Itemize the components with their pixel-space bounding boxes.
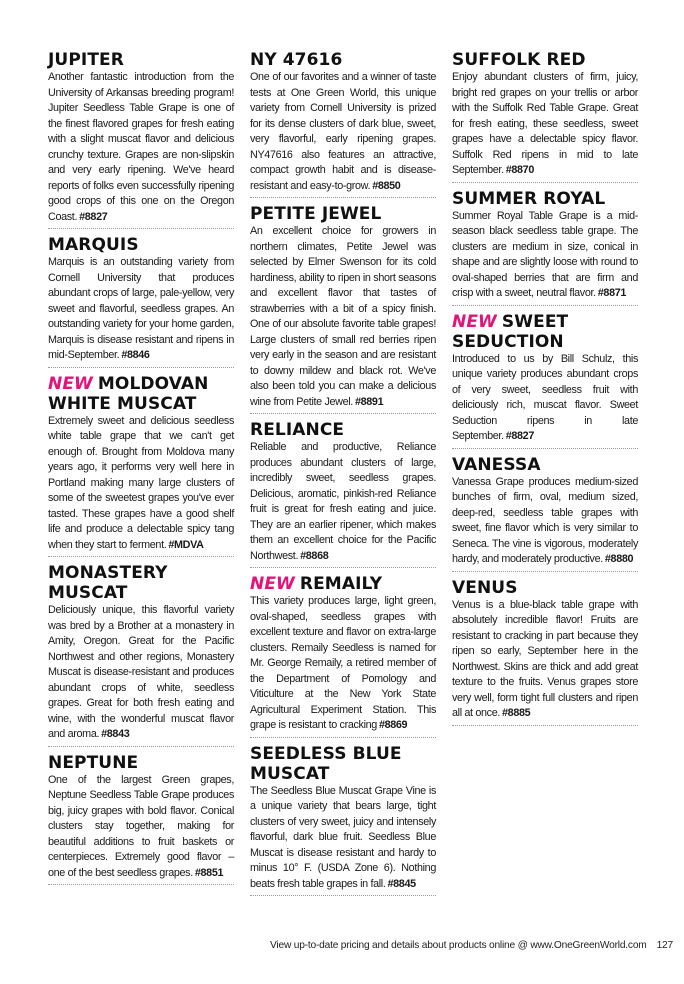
description-text: An excellent choice for growers in northern climates, Petite Jewel was selected by Elmer Swenson for its cold hardiness, ability to ripen in short seasons and excellent flavor that tastes of strawberries with a bit of a spicy finish. One of our absolute favorite table grapes! Large clusters of small red berries ripen very early in the season and are resistant to downy mildew and black rot. We've also been told you can make a delicious wine from Petite Jewel. xyxy=(250,225,436,408)
variety-entry xyxy=(452,455,638,572)
variety-description xyxy=(48,70,234,225)
variety-name: NY 47616 xyxy=(250,50,343,70)
variety-description xyxy=(48,603,234,743)
variety-description xyxy=(452,475,638,568)
variety-name: SEEDLESS BLUE MUSCAT xyxy=(250,743,402,784)
variety-name: VANESSA xyxy=(452,454,541,475)
column-1 xyxy=(48,50,234,891)
variety-entry xyxy=(250,574,436,738)
variety-description xyxy=(250,784,436,893)
variety-description xyxy=(48,773,234,882)
new-badge: NEW xyxy=(48,373,93,394)
variety-name: REMAILY xyxy=(299,574,383,594)
item-code: #8827 xyxy=(505,430,534,442)
description-text: Vanessa Grape produces medium-sized bunches of firm, oval, medium sized, deep-red, seedless table grapes with sweet, fine flavor which is very similar to Seneca. The vine is vigorous, moderately hardy, and moderately productive. xyxy=(452,475,638,565)
variety-description xyxy=(250,594,436,734)
variety-description xyxy=(250,70,436,194)
item-code: #8871 xyxy=(597,287,627,299)
variety-title xyxy=(452,312,638,352)
description-text: Venus is a blue-black table grape with absolutely incredible flavor! Fruits are resistant to cracking in part because they ripen so early, September here in the Northwest. Skins are thick and add great texture to the fruits. Venus grapes store very well, form tight full clusters and ripen all at once. xyxy=(452,598,638,719)
variety-name: JUPITER xyxy=(48,50,124,70)
variety-entry xyxy=(48,374,234,558)
description-text: Deliciously unique, this flavorful variety was bred by a Brother at a monastery in Amity, Oregon. Great for the Pacific Northwest and other regions, Monastery Muscat is disease-resistant and produces abundant crops of white, seedless grapes. Great for both fresh eating and wine, with the wonderful muscat flavor and aroma. xyxy=(48,604,234,740)
variety-title xyxy=(452,50,638,70)
variety-entry xyxy=(48,235,234,368)
variety-description xyxy=(250,440,436,564)
description-text: Enjoy abundant clusters of firm, juicy, bright red grapes on your trellis or arbor with the Suffolk Red Table Grape. Great for fresh eating, these seedless, sweet grapes have a delectable spicy flavor. Suffolk Red ripens in mid to late September. xyxy=(452,71,638,176)
variety-entry xyxy=(48,563,234,747)
item-code: #8880 xyxy=(604,553,634,565)
description-text: This variety produces large, light green, oval-shaped, seedless grapes with excellent texture and flavor on extra-large clusters. Remaily Seedless is named for Mr. George Remaily, a retired member of the Department of Pomology and Viticulture at the New York State Agricultural Experiment Station. This grape is resistant to cracking xyxy=(250,595,436,731)
column-3 xyxy=(452,50,638,732)
variety-name: RELIANCE xyxy=(250,420,345,440)
description-text: One of the largest Green grapes, Neptune Seedless Table Grape produces big, juicy grapes with bold flavor. Conical clusters stay together, making for beautiful additions to fruit baskets or centerpieces. Extremely good flavor – one of the best seedless grapes. xyxy=(48,773,234,879)
item-code: #MDVA xyxy=(168,538,204,551)
new-badge: NEW xyxy=(250,574,295,594)
page-footer xyxy=(270,940,673,951)
variety-entry xyxy=(250,204,436,414)
variety-title xyxy=(48,563,234,603)
variety-description xyxy=(250,224,436,410)
variety-description xyxy=(452,70,638,179)
variety-title xyxy=(452,578,638,598)
variety-entry xyxy=(452,50,638,183)
variety-entry xyxy=(250,744,436,897)
variety-title xyxy=(48,235,234,255)
item-code: #8845 xyxy=(387,877,416,890)
description-text: Marquis is an outstanding variety from Cornell University that produces abundant crops of large, pale-yellow, very sweet and flavorful, seedless grapes. An outstanding variety for your home garden, Marquis is disease resistant and ripens in mid-September. xyxy=(48,256,234,361)
item-code: #8843 xyxy=(101,728,130,740)
item-code: #8885 xyxy=(502,707,531,719)
variety-entry xyxy=(452,189,638,306)
item-code: #8827 xyxy=(79,210,108,223)
description-text: Reliable and productive, Reliance produces abundant clusters of large, incredibly sweet, seedless grapes. Delicious, aromatic, pinkish-red Reliance fruit is great for fresh eating and juice. They are an earlier ripener, which makes them an excellent choice for the Pacific Northwest. xyxy=(250,441,436,562)
variety-entry xyxy=(250,50,436,198)
variety-entry xyxy=(250,420,436,568)
description-text: One of our favorites and a winner of taste tests at One Green World, this unique variety from Cornell University is prized for its dense clusters of dark blue, sweet, very flavorful, early ripening grapes. NY47616 also features an attractive, compact growth habit and is disease-resistant and easy-to-grow. xyxy=(250,71,436,192)
variety-entry xyxy=(48,753,234,886)
variety-title xyxy=(48,753,234,773)
column-2 xyxy=(250,50,436,902)
variety-title xyxy=(48,374,234,414)
item-code: #8891 xyxy=(354,395,384,408)
item-code: #8868 xyxy=(300,549,329,562)
description-text: Summer Royal Table Grape is a mid-season black seedless table grape. The clusters are medium in size, conical in shape and are slightly loose with round to oval-shaped berries that are firm and crisp with a sweet, neutral flavor. xyxy=(452,209,638,299)
variety-name: PETITE JEWEL xyxy=(250,204,382,224)
variety-description xyxy=(452,352,638,445)
variety-entry xyxy=(452,578,638,726)
variety-title xyxy=(250,50,436,70)
description-text: Another fantastic introduction from the University of Arkansas breeding program! Jupiter Seedless Table Grape is one of the finest flavored grapes for fresh eating with a slight muscat flavor and delicious crunchy texture. Grapes are non-slipskin and very early ripening. We've heard reports of folks even successfully ripening good crops of this one on the Oregon Coast. xyxy=(48,71,234,223)
variety-name: SUFFOLK RED xyxy=(452,50,586,70)
description-text: The Seedless Blue Muscat Grape Vine is a unique variety that bears large, tight clusters of very sweet, juicy and intensely flavorful, dark blue fruit. Seedless Blue Muscat is disease resistant and hardy to minus 10° F. (USDA Zone 6). Nothing beats fresh table grapes in fall. xyxy=(250,784,436,890)
item-code: #8851 xyxy=(194,866,224,879)
variety-name: SUMMER ROYAL xyxy=(452,188,606,209)
variety-name: MONASTERY MUSCAT xyxy=(48,563,168,603)
item-code: #8846 xyxy=(121,349,150,361)
variety-name: MARQUIS xyxy=(48,235,139,255)
variety-title xyxy=(250,420,436,440)
variety-description xyxy=(452,209,638,302)
item-code: #8850 xyxy=(372,179,401,192)
variety-title xyxy=(452,455,638,475)
variety-title xyxy=(250,204,436,224)
variety-name: MOLDOVAN WHITE MUSCAT xyxy=(48,373,209,414)
variety-title xyxy=(452,189,638,209)
item-code: #8869 xyxy=(378,719,408,731)
variety-title xyxy=(250,744,436,784)
variety-name: NEPTUNE xyxy=(48,752,139,773)
variety-title xyxy=(250,574,436,594)
item-code: #8870 xyxy=(505,164,534,176)
variety-description xyxy=(48,255,234,364)
variety-title xyxy=(48,50,234,70)
variety-description xyxy=(48,414,234,554)
variety-entry xyxy=(48,50,234,229)
page-number: 127 xyxy=(656,940,673,951)
variety-name: VENUS xyxy=(452,577,518,598)
footer-text: View up-to-date pricing and details about products online @ www.OneGreenWorld.com xyxy=(270,940,647,951)
variety-entry xyxy=(452,312,638,449)
description-text: Extremely sweet and delicious seedless white table grape that we can't get enough of. Brought from Moldova many years ago, it performs very well here in Portland making many large clusters of some of the sweetest grapes you've ever tasted. These grapes have a good shelf life and produce a delectable spicy tang when they start to ferment. xyxy=(48,414,234,551)
description-text: Introduced to us by Bill Schulz, this unique variety produces abundant crops of very sweet, seedless fruit with deliciously rich, muscat flavor. Sweet Seduction ripens in late September. xyxy=(452,352,638,442)
variety-description xyxy=(452,598,638,722)
variety-name: SWEET SEDUCTION xyxy=(452,311,569,352)
new-badge: NEW xyxy=(452,311,497,332)
